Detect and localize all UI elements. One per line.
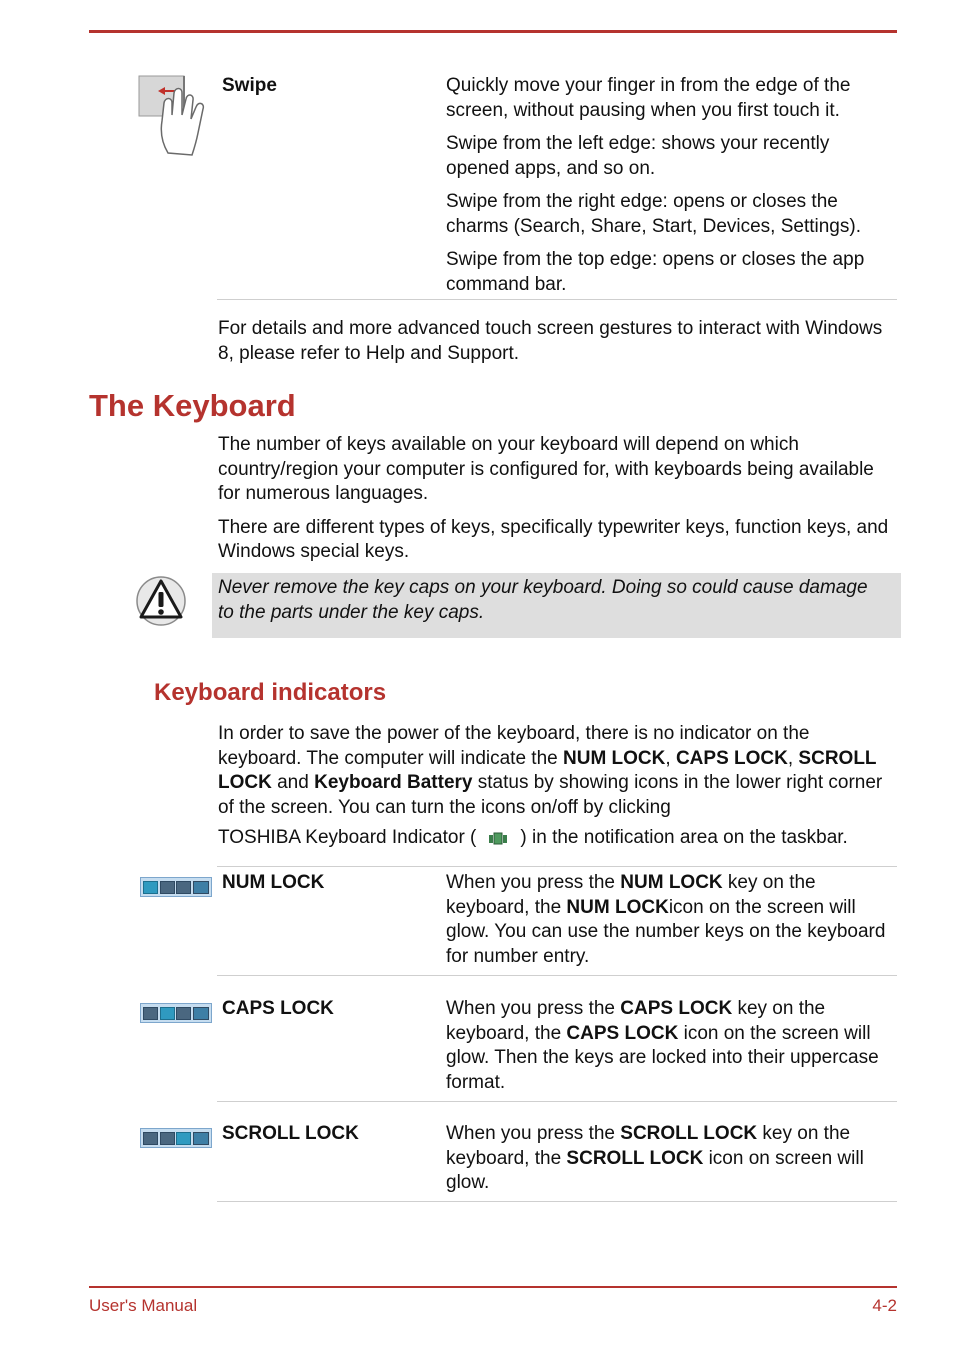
desc-text: key on the keyboard, the (446, 998, 826, 1044)
scroll-lock-term: SCROLL LOCK (222, 1123, 359, 1144)
table-divider (217, 299, 897, 300)
caps-lock-term: CAPS LOCK (222, 998, 334, 1019)
desc-key: SCROLL LOCK (566, 1147, 704, 1169)
scroll-lock-segment-icon (176, 1007, 191, 1020)
caps-lock-segment-icon (160, 1007, 175, 1020)
table-divider (217, 975, 897, 976)
caps-lock-indicator-icon (140, 1003, 212, 1023)
details-note-text: For details and more advanced touch screen gestures to interact with Windows 8, please refer to Help and Support. (218, 318, 883, 364)
desc-text: key on the keyboard, the (446, 872, 816, 918)
num-lock-indicator-icon (140, 877, 212, 897)
desc-text: When you press the (446, 872, 621, 893)
num-lock-segment-icon (143, 1132, 158, 1145)
battery-segment-icon (193, 1007, 209, 1020)
caps-lock-segment-icon (160, 1132, 175, 1145)
keyboard-paragraph-1: The number of keys available on your keyboard will depend on which country/region your computer is configured for, with keyboards being available for numerous languages. (218, 434, 874, 504)
warning-text: Never remove the key caps on your keyboard. Doing so could cause damage to the parts under the key caps. (218, 577, 868, 623)
num-lock-segment-icon (143, 1007, 158, 1020)
gesture-term: Swipe (222, 75, 277, 96)
battery-segment-icon (193, 881, 209, 894)
num-lock-term: NUM LOCK (222, 872, 325, 893)
table-divider (217, 866, 897, 867)
warning-triangle-icon (136, 575, 186, 627)
keyboard-paragraph-2: There are different types of keys, specifically typewriter keys, function keys, and Windows special keys. (218, 516, 889, 562)
keyboard-intro (218, 433, 898, 565)
desc-key: NUM LOCK (620, 872, 723, 893)
desc-key: CAPS LOCK (620, 998, 733, 1019)
scroll-lock-segment-icon (176, 881, 191, 894)
desc-key: NUM LOCK (566, 896, 669, 918)
intro-num-lock: NUM LOCK (563, 747, 666, 769)
intro-separator-2: , (787, 747, 794, 769)
desc-text: icon on screen will glow. (446, 1147, 864, 1193)
intro-text-5: ) in the notification area on the taskbar. (520, 827, 848, 848)
desc-key: SCROLL LOCK (620, 1123, 758, 1144)
desc-key: CAPS LOCK (566, 1022, 679, 1044)
desc-text: key on the keyboard, the (446, 1123, 851, 1169)
desc-text: When you press the (446, 1123, 621, 1144)
caps-lock-description (446, 997, 896, 1095)
scroll-lock-segment-icon (176, 1132, 191, 1145)
intro-scroll-lock: SCROLL LOCK (218, 747, 877, 793)
footer-manual-title: User's Manual (89, 1296, 198, 1315)
desc-text: icon on the screen will glow. Then the keys are locked into their uppercase format. (446, 1022, 879, 1093)
num-lock-segment-icon (143, 881, 158, 894)
intro-text-2: and (271, 772, 315, 793)
indicators-intro-line-2 (218, 826, 898, 851)
intro-separator-1: , (665, 747, 676, 769)
section-title-keyboard: The Keyboard (89, 388, 296, 423)
battery-segment-icon (193, 1132, 209, 1145)
intro-text-3: status by showing icons in the lower right corner of the screen. You can turn the icons on/off by clicking (218, 772, 883, 818)
desc-text: When you press the (446, 998, 621, 1019)
scroll-lock-indicator-icon (140, 1128, 212, 1148)
table-divider (217, 1101, 897, 1102)
gesture-desc-3: Swipe from the right edge: opens or closes the charms (Search, Share, Start, Devices, Settings). (446, 191, 861, 237)
desc-text: icon on the screen will glow. You can use the number keys on the keyboard for number entry. (446, 896, 886, 967)
indicators-intro-text (218, 722, 898, 820)
swipe-gesture-icon (138, 75, 216, 157)
gesture-desc-1: Quickly move your finger in from the edge of the screen, without pausing when you first touch it. (446, 75, 851, 121)
intro-text-1: In order to save the power of the keyboard, there is no indicator on the keyboard. The computer will indicate the (218, 723, 810, 769)
num-lock-description (446, 871, 896, 969)
keyboard-indicator-icon (476, 829, 520, 847)
scroll-lock-description (446, 1122, 896, 1196)
table-divider (217, 1201, 897, 1202)
intro-keyboard-battery: Keyboard Battery (314, 772, 473, 793)
intro-caps-lock: CAPS LOCK (675, 747, 788, 769)
caps-lock-segment-icon (160, 881, 175, 894)
subsection-title-indicators: Keyboard indicators (154, 679, 387, 706)
gesture-desc-2: Swipe from the left edge: shows your recently opened apps, and so on. (446, 133, 830, 179)
footer-rule (89, 1286, 897, 1288)
gesture-desc-4: Swipe from the top edge: opens or closes the app command bar. (446, 249, 865, 295)
warning-callout (212, 573, 901, 638)
indicators-intro (218, 722, 898, 851)
gesture-description (446, 74, 896, 297)
details-note (218, 317, 898, 366)
footer-page-number: 4-2 (872, 1296, 897, 1315)
header-rule (89, 30, 897, 33)
intro-text-4: TOSHIBA Keyboard Indicator ( (218, 827, 477, 848)
